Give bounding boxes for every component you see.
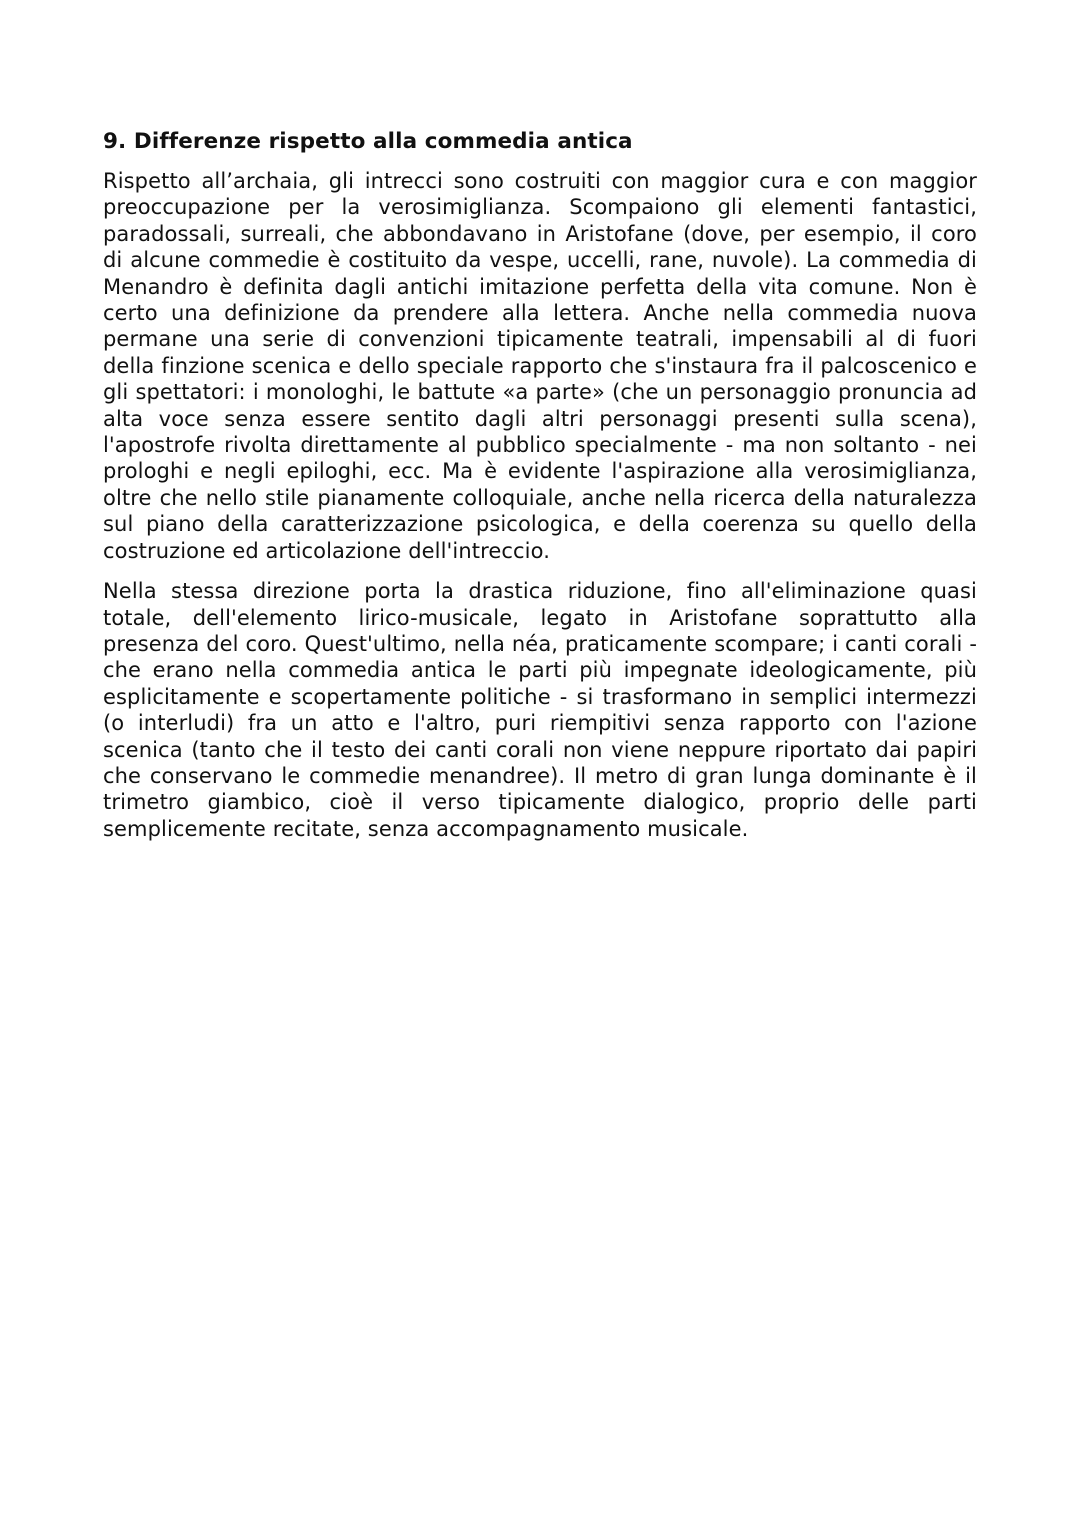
paragraph-1: Rispetto all’archaia, gli intrecci sono costruiti con maggior cura e con maggior preoccupazione per la verosimiglianza. Scompaiono gli elementi fantastici, paradossali, surreali, che abbondavano in Aristofane (dove, per esempio, il coro di alcune commedie è costituito da vespe, uccelli, rane, nuvole). La commedia di Menandro è definita dagli antichi imitazione perfetta della vita comune. Non è certo una definizione da prendere alla lettera. Anche nella commedia nuova permane una serie di convenzioni tipicamente teatrali, impensabili al di fuori della finzione scenica e dello speciale rapporto che s'instaura fra il palcoscenico e gli spettatori: i monologhi, le battute «a parte» (che un personaggio pronuncia ad alta voce senza essere sentito dagli altri personaggi presenti sulla scena), l'apostrofe rivolta direttamente al pubblico specialmente - ma non soltanto - nei prologhi e negli epiloghi, ecc. Ma è evidente l'aspirazione alla verosimiglianza, oltre che nello stile pianamente colloquiale, anche nella ricerca della naturalezza sul piano della caratterizzazione psicologica, e della coerenza su quello della costruzione ed articolazione dell'intreccio. <box>103 169 977 563</box>
section-heading: 9. Differenze rispetto alla commedia antica <box>103 129 633 154</box>
paragraph-2: Nella stessa direzione porta la drastica riduzione, fino all'eliminazione quasi totale, dell'elemento lirico-musicale, legato in Aristofane soprattutto alla presenza del coro. Quest'ultimo, nella néa, praticamente scompare; i canti corali - che erano nella commedia antica le parti più impegnate ideologicamente, più esplicitamente e scopertamente politiche - si trasformano in semplici intermezzi (o interludi) fra un atto e l'altro, puri riempitivi senza rapporto con l'azione scenica (tanto che il testo dei canti corali non viene neppure riportato dai papiri che conservano le commedie menandree). Il metro di gran lunga dominante è il trimetro giambico, cioè il verso tipicamente dialogico, proprio delle parti semplicemente recitate, senza accompagnamento musicale. <box>103 579 977 841</box>
document-page <box>103 126 977 856</box>
